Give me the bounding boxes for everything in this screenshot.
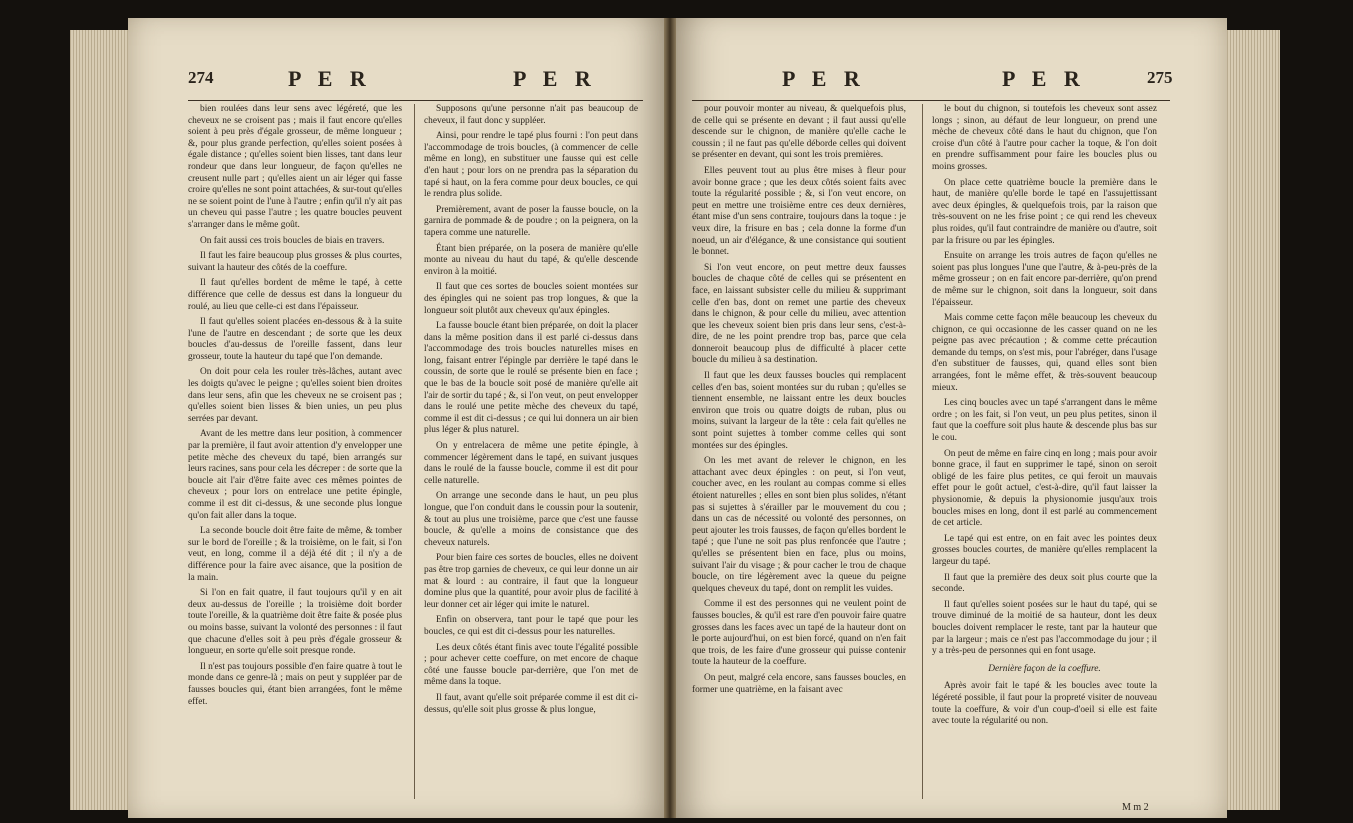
right-header-left: P E R [782, 66, 866, 91]
left-page [128, 18, 668, 818]
paragraph: Supposons qu'une personne n'ait pas beaucoup de cheveux, il faut donc y suppléer. [424, 104, 638, 126]
right-column-2 [932, 104, 1157, 804]
paragraph: Ainsi, pour rendre le tapé plus fourni : l'on peut dans l'accommodage de trois boucles, (à commencer de celle même en long), en substituer une fausse qui est celle d'en haut ; pour lors on ne prendra pas la séparation du tapé si haut, on la fera comme pour deux boucles, ce qui le rendra plus solide. [424, 131, 638, 200]
paragraph: Le tapé qui est entre, on en fait avec les pointes deux grosses boucles courtes, de manière qu'elles remplacent la largeur du tapé. [932, 533, 1157, 567]
right-column-divider [922, 104, 923, 799]
right-page [672, 18, 1227, 818]
paragraph: Comme il est des personnes qui ne veulent point de fausses boucles, & qu'il est rare d'en pouvoir faire quatre grosses dans les faces avec un tapé de la hauteur dont on le porte aujourd'hui, on est bien forcé, quand on n'en fait que trois, de les faire d'une grosseur qui puisse contenir toute la hauteur de la coeffure. [692, 599, 906, 668]
left-page-number: 274 [188, 68, 214, 87]
paragraph: Il faut qu'elles soient placées en-dessous & à la suite l'une de l'autre en descendant ; de sorte que les deux boucles d'au-dessus de l'oreille fassent, dans leur grosseur, toute la hauteur du tapé que l'on demande. [188, 317, 402, 362]
paragraph: On place cette quatrième boucle la première dans le haut, de manière qu'elle borde le tapé en l'assujettissant avec deux épingles, & quelquefois trois, par la raison que très-souvent on ne les frise point ; ce qui rend les cheveux plus roides, qu'il faut contraindre de manière ou d'autre, soit par la frisure ou par les épingles. [932, 177, 1157, 246]
right-page-edges [1225, 30, 1280, 810]
paragraph: Si l'on veut encore, on peut mettre deux fausses boucles de chaque côté de celles qui se présentent en face, en laissant subsister celle du milieu & supprimant celle d'en bas, dont on remet une partie des cheveux dans le chignon, & pour celle du milieu, avec attention que les cheveux soient bien pris dans leur sens, c'est-à-dire, de ne les point prendre trop bas, parce que cela donneroit beaucoup plus de difficulté à placer cette boucle du milieu à sa destination. [692, 262, 906, 366]
signature-mark: M m 2 [1122, 802, 1149, 813]
paragraph: Si l'on en fait quatre, il faut toujours qu'il y en ait deux au-dessus de l'oreille ; la troisième doit border toute l'oreille, & la quatrième doit être faite & posée plus ou moins basse, suivant la volonté des personnes : il faut que chacune d'elles soit à peu près d'égale grosseur & longueur, en sorte qu'elle soit presque ronde. [188, 588, 402, 657]
paragraph: Elles peuvent tout au plus être mises à fleur pour avoir bonne grace ; que les deux côtés soient faits avec toute la régularité possible ; &, si l'on veut encore, on peut en mettre une troisième entre ces deux dernières, étant mise d'un sens contraire, toujours dans la toque : je veux dire, la frisure en bas ; cela donne la forme d'un noeud, un air d'élégance, & une consistance qui soutient le bonnet. [692, 165, 906, 258]
paragraph: Les cinq boucles avec un tapé s'arrangent dans le même ordre ; on les fait, si l'on veut, un peu plus petites, sinon il faut que la coeffure soit plus haute & descende plus bas sur le cou. [932, 398, 1157, 444]
paragraph: Il n'est pas toujours possible d'en faire quatre à tout le monde dans ce genre-là ; mais on peut y suppléer par de fausses boucles qui, étant bien arrangées, font le même effet. [188, 661, 402, 707]
paragraph: Ensuite on arrange les trois autres de façon qu'elles ne soient pas plus longues l'une que l'autre, & à-peu-près de la même grosseur ; on en fait encore par-derrière, qu'on prend de même sur le chignon, soit dans la longueur, soit dans l'épaisseur. [932, 251, 1157, 308]
paragraph: Dernière façon de la coeffure. [988, 663, 1101, 674]
paragraph: Il faut que ces sortes de boucles soient montées sur des épingles qui ne soient pas trop longues, & que la longueur soit plutôt aux cheveux qu'aux épingles. [424, 282, 638, 316]
paragraph: Il faut qu'elles bordent de même le tapé, à cette différence que celle de dessus est dans la longueur du roulé, au lieu que celle-ci est dans l'épaisseur. [188, 278, 402, 312]
paragraph: bien roulées dans leur sens avec légéreté, que les cheveux ne se croisent pas ; mais il faut encore qu'elles soient à peu près d'égale grosseur, de même longueur ; &, pour plus grande perfection, qu'elles soient posées à égale distance ; qu'elles soient bien lisses, tant dans leur rondeur que dans leur longueur, de façon qu'elles ne creusent nulle part ; qu'elles aient un air léger qui fasse croire qu'elles ne sont point attachées, & sur-tout qu'elles ne se soient point de l'une à l'autre ; enfin qu'il n'y ait pas un cheveu qui passe l'autre ; les quatre boucles peuvent s'arranger dans le même goût. [188, 104, 402, 230]
paragraph: On peut de même en faire cinq en long ; mais pour avoir bonne grace, il faut en supprimer le tapé, sinon on seroit obligé de les faire plus petites, ce qui feroit un mauvais effet pour le goût actuel, c'est-à-dire, qu'il faut laisser la physionomie, & depuis la physionomie jusqu'aux trois boucles mises en long, dont il est parlé au commencement de cet article. [932, 448, 1157, 529]
paragraph: Pour bien faire ces sortes de boucles, elles ne doivent pas être trop garnies de cheveux, ce qui leur donne un air mat & lourd : au contraire, il faut que la longueur domine plus que la quantité, pour avoir plus de facilité à leur donner cet air léger qui imite le naturel. [424, 553, 638, 610]
book-gutter [664, 18, 676, 818]
right-page-number: 275 [1147, 68, 1173, 87]
paragraph: Il faut que les deux fausses boucles qui remplacent celles d'en bas, soient montées sur du ruban ; qu'elles se tiennent ensemble, ne laissant entre les deux boucles environ que trois ou quatre doigts de ruban, plus ou moins, suivant la largeur de la tête : cela fait qu'elles ne sont point sujettes à tomber comme celles qui sont montées sur des épingles. [692, 371, 906, 451]
paragraph: Enfin on observera, tant pour le tapé que pour les boucles, ce qui est dit ci-dessus pour les naturelles. [424, 615, 638, 637]
paragraph: le bout du chignon, si toutefois les cheveux sont assez longs ; sinon, au défaut de leur longueur, on prend une mèche de cheveux côté dans le haut du chignon, que l'on croise d'un côté à l'autre pour cacher la toque, & l'on doit en prendre suffisamment pour faire les boucles plus ou moins grosses. [932, 104, 1157, 172]
left-header-rule [188, 100, 643, 101]
paragraph: La seconde boucle doit être faite de même, & tomber sur le bord de l'oreille ; & la troisième, on le fait, si l'on veut, en long, comme il a déjà été dit ; il n'y a de différence pour la faire avec aisance, que la position de la main. [188, 526, 402, 583]
left-header-left: P E R [288, 66, 372, 91]
paragraph: pour pouvoir monter au niveau, & quelquefois plus, de celle qui se présente en devant ; il faut aussi qu'elle descende sur le chignon, de manière qu'elle cache le coussin ; il ne faut pas qu'elle déborde celles qui doivent se présenter en devant, qui sont les trois premières. [692, 104, 906, 161]
paragraph: On arrange une seconde dans le haut, un peu plus longue, que l'on conduit dans le coussin pour la soutenir, & tout au plus une troisième, parce que c'est une fausse boucle, & qu'elle a moins de consistance que des cheveux naturels. [424, 491, 638, 548]
paragraph: On fait aussi ces trois boucles de biais en travers. [200, 235, 385, 246]
paragraph: On les met avant de relever le chignon, en les attachant avec deux épingles : on peut, si l'on veut, coucher avec, en les roulant au compas comme si elles étoient naturelles ; elles en sont bien plus solides, n'étant pas si sujettes à s'érailler par le mouvement du cou ; dans un cas de nécessité ou volonté des personnes, on peut ajouter les trois fausses, de façon qu'elles bordent le tapé ; que l'une ne soit pas plus renfoncée que l'autre ; qu'elles se présentent bien en face, plus ou moins, suivant l'air du visage ; & pour cacher le trou de chaque boucle, on tire légèrement avec la queue du peigne quelques cheveux du tapé, dont on remplit les vuides. [692, 456, 906, 594]
left-column-2 [424, 104, 638, 804]
paragraph: Mais comme cette façon mêle beaucoup les cheveux du chignon, ce qui occasionne de les casser quand on ne les peigne pas avec précaution ; & comme cette précaution demande du temps, on s'est mis, pour l'abréger, dans l'usage d'en substituer de fausses, qui, quand elles sont bien arrangées, font le même effet, & très-souvent beaucoup mieux. [932, 313, 1157, 393]
paragraph: Les deux côtés étant finis avec toute l'égalité possible ; pour achever cette coeffure, on met encore de chaque côté une fausse boucle par-derrière, que l'on met de même dans la toque. [424, 642, 638, 688]
paragraph: Premièrement, avant de poser la fausse boucle, on la garnira de pommade & de poudre ; on la peignera, on la tapera comme une naturelle. [424, 204, 638, 238]
paragraph: On doit pour cela les rouler très-lâches, autant avec les doigts qu'avec le peigne ; qu'elles soient bien droites dans leur sens, afin que les cheveux ne se croisent pas ; qu'elles soient bien lisses & bien unies, un peu plus serrées par devant. [188, 367, 402, 424]
paragraph: On y entrelacera de même une petite épingle, à commencer légèrement dans le tapé, en suivant jusques dans le roulé de la fausse boucle, comme il est dit pour celle naturelle. [424, 441, 638, 486]
right-header-rule [692, 100, 1170, 101]
right-header-right: P E R [1002, 66, 1086, 91]
paragraph: Avant de les mettre dans leur position, à commencer par la première, il faut avoir attention d'y envelopper une petite mèche des cheveux du tapé, bien arrangés sur leurs racines, sans pour cela les décreper : de sorte que la boucle ait l'air d'être faite avec ces mêmes pointes de cheveux ; pour lors on entrelace une petite épingle, comme il est dit ci-dessus, & une seconde plus longue qu'on fait aller dans la toque. [188, 429, 402, 521]
left-header-right: P E R [513, 66, 597, 91]
left-column-divider [414, 104, 415, 799]
left-page-edges [70, 30, 130, 810]
paragraph: La fausse boucle étant bien préparée, on doit la placer dans la même position dans il est parlé ci-dessus dans l'accommodage des trois boucles naturelles mises en long, faisant entrer l'épingle par derrière le tapé dans le coussin, de sorte que le roulé se présente bien en face ; que le bas de la boucle soit posé de manière qu'elle ait l'air de sortir du tapé ; &, si l'on veut, on peut envelopper dans le roulé une petite mèche des cheveux du tapé, comme il est dit ci-dessus ; ce qui lui donnera un air bien plus léger & plus naturel. [424, 321, 638, 436]
paragraph: Il faut les faire beaucoup plus grosses & plus courtes, suivant la hauteur des côtés de la coeffure. [188, 251, 402, 273]
paragraph: On peut, malgré cela encore, sans fausses boucles, en former une quatrième, en la faisant avec [692, 672, 906, 695]
paragraph: Il faut, avant qu'elle soit préparée comme il est dit ci-dessus, qu'elle soit plus grosse & plus longue, [424, 692, 638, 715]
paragraph: Après avoir fait le tapé & les boucles avec toute la légéreté possible, il faut pour la propreté visiter de nouveau toute la coeffure, & voir d'un coup-d'oeil si elle est faite avec toute la régularité ou non. [932, 681, 1157, 727]
right-column-1 [692, 104, 906, 804]
paragraph: Il faut que la première des deux soit plus courte que la seconde. [932, 572, 1157, 595]
paragraph: Étant bien préparée, on la posera de manière qu'elle monte au niveau du haut du tapé, & qu'elle descende environ à la moitié. [424, 243, 638, 277]
paragraph: Il faut qu'elles soient posées sur le haut du tapé, qui se trouve diminué de la moitié de sa hauteur, dont les deux boucles doivent remplacer le reste, tant par la hauteur que par la largeur ; mais ce n'est pas l'accommodage du jour ; il y a très-peu de personnes qui en font usage. [932, 599, 1157, 657]
left-column-1 [188, 104, 402, 804]
